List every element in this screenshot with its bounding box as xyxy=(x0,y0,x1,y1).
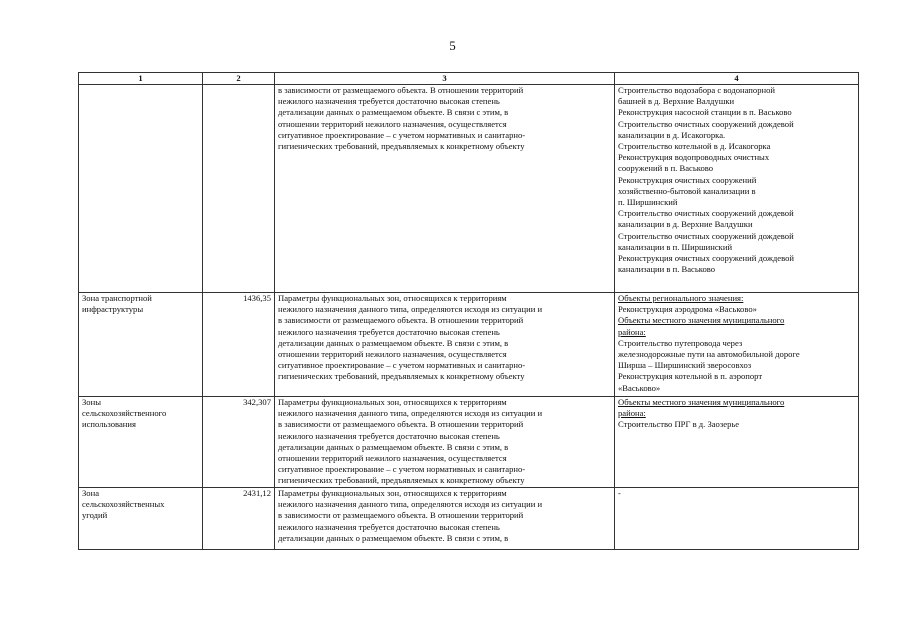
parameters-text-line: детализации данных о размещаемом объекте. В связи с этим, в xyxy=(278,337,509,348)
parameters-text-line: ситуативное проектирование – с учетом нормативных и санитарно- xyxy=(278,464,526,475)
planned-object-line: Строительство путепровода через xyxy=(618,337,743,348)
planned-object-line: сооружений в п. Васьково xyxy=(618,163,714,174)
page-number: 5 xyxy=(449,38,456,53)
parameters-text-line: нежилого назначения данного типа, определяются исходя из ситуации и xyxy=(278,304,543,315)
parameters-cell xyxy=(275,488,615,550)
zone-cell xyxy=(79,85,203,293)
parameters-text-line: нежилого назначения требуется достаточно высокая степень xyxy=(278,96,500,107)
table-row xyxy=(79,85,859,293)
parameters-cell xyxy=(275,85,615,293)
column-header-2: 2 xyxy=(203,73,275,85)
zone-name-line: сельскохозяйственного xyxy=(82,408,167,419)
planned-object-line: Строительство ПРГ в д. Заозерье xyxy=(618,419,740,430)
planned-objects-cell xyxy=(615,293,859,397)
planned-objects-cell xyxy=(615,488,859,550)
column-header-4: 4 xyxy=(615,73,859,85)
planned-object-line: Строительство очистных сооружений дождевой xyxy=(618,230,794,241)
planned-object-line: Строительство очистных сооружений дождевой xyxy=(618,118,794,129)
parameters-text-line: детализации данных о размещаемом объекте. В связи с этим, в xyxy=(278,107,509,118)
column-header-1: 1 xyxy=(79,73,203,85)
parameters-text-line: нежилого назначения данного типа, определяются исходя из ситуации и xyxy=(278,408,543,419)
planned-object-line: канализации в п. Васьково xyxy=(618,264,716,275)
parameters-text-line: ситуативное проектирование – с учетом нормативных и санитарно- xyxy=(278,360,526,371)
planned-object-line: Реконструкция котельной в п. аэропорт xyxy=(618,371,763,382)
zone-name-line: угодий xyxy=(82,510,108,521)
parameters-text-line: Параметры функциональных зон, относящихся к территориям xyxy=(278,397,507,407)
parameters-text-line: в зависимости от размещаемого объекта. В отношении территорий xyxy=(278,315,524,326)
planned-object-line: Реконструкция аэродрома «Васьково» xyxy=(618,304,757,315)
parameters-text-line: нежилого назначения данного типа, определяются исходя из ситуации и xyxy=(278,499,543,510)
planned-object-line: Строительство водозабора с водонапорной xyxy=(618,85,775,95)
area-cell: 2431,12 xyxy=(203,488,275,550)
parameters-text-line: в зависимости от размещаемого объекта. В отношении территорий xyxy=(278,419,524,430)
objects-group-heading: Объекты регионального значения: xyxy=(618,293,744,303)
zones-table xyxy=(78,72,859,550)
planned-object-line: Реконструкция очистных сооружений xyxy=(618,174,757,185)
zone-cell xyxy=(79,397,203,488)
parameters-text-line: детализации данных о размещаемом объекте. В связи с этим, в xyxy=(278,441,509,452)
planned-object-line: Строительство котельной в д. Исакогорка xyxy=(618,141,771,152)
zone-name-line: Зона xyxy=(82,488,100,498)
parameters-text-line: в зависимости от размещаемого объекта. В отношении территорий xyxy=(278,510,524,521)
zone-name-line: инфраструктуры xyxy=(82,304,144,315)
table-body xyxy=(79,85,859,550)
objects-group-heading: Объекты местного значения муниципального xyxy=(618,397,785,407)
parameters-text-line: Параметры функциональных зон, относящихся к территориям xyxy=(278,488,507,498)
planned-object-line: канализации в п. Ширшинский xyxy=(618,241,733,252)
parameters-text-line: нежилого назначения требуется достаточно высокая степень xyxy=(278,521,500,532)
objects-group-heading: района: xyxy=(618,408,646,419)
objects-group-heading: Объекты местного значения муниципального xyxy=(618,315,785,326)
planned-object-line: башней в д. Верхние Валдушки xyxy=(618,96,735,107)
planned-object-line: Строительство очистных сооружений дождевой xyxy=(618,208,794,219)
parameters-text-line: в зависимости от размещаемого объекта. В отношении территорий xyxy=(278,85,524,95)
zone-name-line: использования xyxy=(82,419,136,430)
parameters-text-line: детализации данных о размещаемом объекте. В связи с этим, в xyxy=(278,532,509,543)
area-cell xyxy=(203,85,275,293)
zone-name-line: Зоны xyxy=(82,397,101,407)
zone-name-line: сельскохозяйственных xyxy=(82,499,165,510)
zone-cell xyxy=(79,488,203,550)
planned-objects-cell xyxy=(615,397,859,488)
planned-object-line: хозяйственно-бытовой канализации в xyxy=(618,185,756,196)
parameters-text-line: Параметры функциональных зон, относящихся к территориям xyxy=(278,293,507,303)
column-header-3: 3 xyxy=(275,73,615,85)
parameters-cell xyxy=(275,397,615,488)
parameters-text-line: гигиенических требований, предъявляемых к конкретному объекту xyxy=(278,141,525,152)
parameters-text-line: нежилого назначения требуется достаточно высокая степень xyxy=(278,430,500,441)
objects-group-heading: района: xyxy=(618,326,646,337)
parameters-text-line: отношении территорий нежилого назначения, осуществляется xyxy=(278,349,507,360)
area-cell: 1436,35 xyxy=(203,293,275,397)
table-row xyxy=(79,397,859,488)
planned-object-line: п. Ширшинский xyxy=(618,197,678,208)
table-row xyxy=(79,293,859,397)
planned-object-line: канализации в д. Верхние Валдушки xyxy=(618,219,753,230)
table-header xyxy=(79,73,859,85)
parameters-cell xyxy=(275,293,615,397)
planned-object-line: «Васьково» xyxy=(618,382,661,393)
zone-name-line: Зона транспортной xyxy=(82,293,152,303)
parameters-text-line: отношении территорий нежилого назначения, осуществляется xyxy=(278,453,507,464)
area-cell: 342,307 xyxy=(203,397,275,488)
planned-object-line: Реконструкция насосной станции в п. Васьково xyxy=(618,107,792,118)
parameters-text-line: нежилого назначения требуется достаточно высокая степень xyxy=(278,326,500,337)
parameters-text-line: гигиенических требований, предъявляемых к конкретному объекту xyxy=(278,371,525,382)
planned-object-line: канализации в д. Исакогорка. xyxy=(618,129,726,140)
parameters-text-line: отношении территорий нежилого назначения, осуществляется xyxy=(278,118,507,129)
planned-object-line: железнодорожные пути на автомобильной дороге xyxy=(618,349,800,360)
table-row xyxy=(79,488,859,550)
planned-objects-cell xyxy=(615,85,859,293)
zone-cell xyxy=(79,293,203,397)
planned-object-line: Ширша – Ширшинский зверосовхоз xyxy=(618,360,752,371)
planned-object-line: - xyxy=(618,488,621,498)
planned-object-line: Реконструкция водопроводных очистных xyxy=(618,152,770,163)
parameters-text-line: гигиенических требований, предъявляемых к конкретному объекту xyxy=(278,475,525,486)
parameters-text-line: ситуативное проектирование – с учетом нормативных и санитарно- xyxy=(278,129,526,140)
planned-object-line: Реконструкция очистных сооружений дождевой xyxy=(618,253,794,264)
